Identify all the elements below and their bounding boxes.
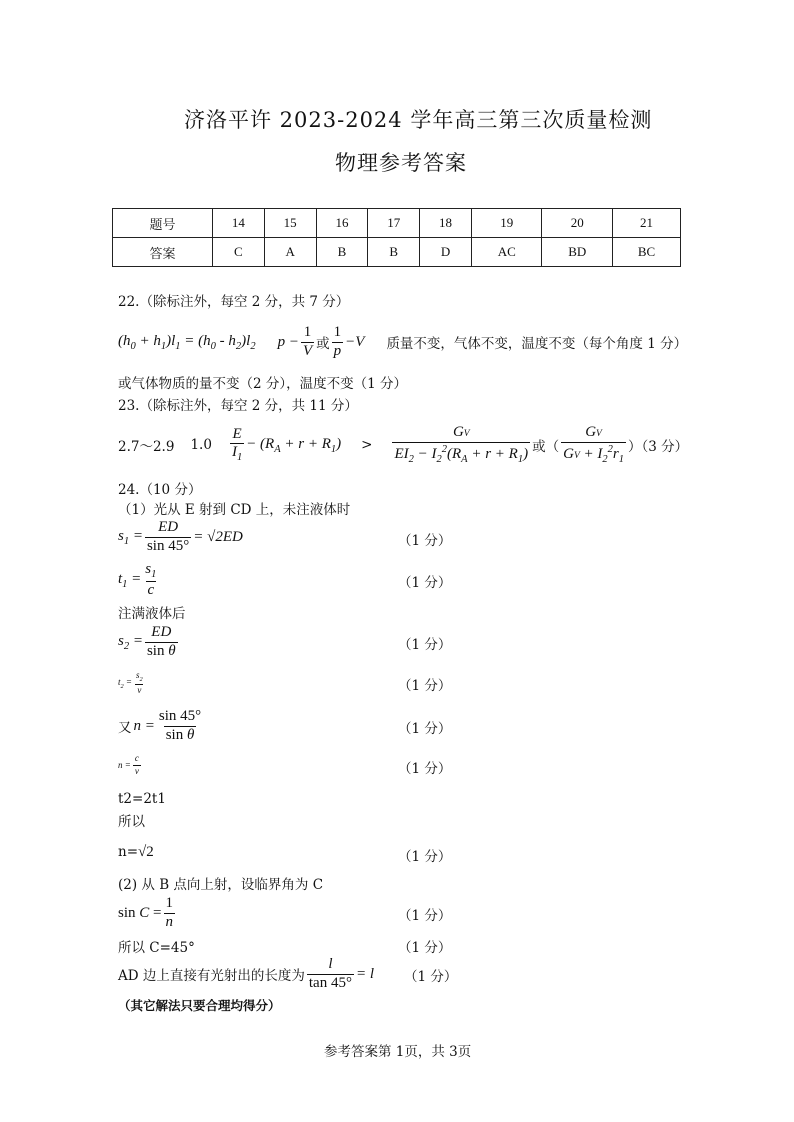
table-cell: BC <box>613 238 681 267</box>
eq-s2: $s_2$ = $\frac{ED}{\text{sin θ}}$ <box>118 623 176 659</box>
table-cell: B <box>368 238 420 267</box>
score-label: （1 分） <box>398 908 452 924</box>
eq-n-value: n= √2 <box>118 843 154 860</box>
q22-or: 或 <box>316 336 330 352</box>
table-cell: 15 <box>264 209 316 238</box>
table-cell: A <box>264 238 316 267</box>
score-label: （1 分） <box>398 721 452 737</box>
eq-t1: $t_1$ = $\frac{s_1}{c}$ <box>118 560 157 598</box>
table-cell: BD <box>542 238 613 267</box>
page-footer: 参考答案第 1页，共 3页 <box>324 1044 472 1060</box>
q23-formula-row <box>118 422 688 468</box>
q23-score: ）（3 分） <box>627 439 689 455</box>
eq-s1: $s_1$ = $\frac{ED}{\sin 45^\circ}$ = √2ED <box>118 518 243 554</box>
score-label: （1 分） <box>398 678 452 694</box>
q22-line2: 或气体物质的量不变（2 分），温度不变（1 分） <box>118 376 408 392</box>
table-cell: 题号 <box>113 209 213 238</box>
table-cell: 18 <box>420 209 472 238</box>
table-cell: C <box>212 238 264 267</box>
q24-heading: 24.（10 分） <box>118 482 202 498</box>
eq-t2-2t1: t2=2t1 <box>118 791 166 807</box>
page-subtitle: 物理参考答案 <box>335 151 467 175</box>
eq-t2: $t_2$ = $\frac{s_2}{v}$ <box>118 669 143 695</box>
part2-label: (2) 从 B 点向上射，设临界角为 C <box>118 877 324 893</box>
table-row <box>113 238 681 267</box>
eq-ad-length: AD 边上直接有光射出的长度为 $\frac{l}{\tan 45^\circ}$ = l <box>118 955 374 991</box>
table-cell: AC <box>471 238 542 267</box>
score-label: （1 分） <box>398 761 452 777</box>
table-cell: B <box>316 238 368 267</box>
q23-expression: − $(R_A + r + R_1)$ <box>246 435 342 455</box>
q22-formula-row <box>118 322 687 362</box>
table-cell: D <box>420 238 472 267</box>
q22-minus-v: −V <box>345 333 365 350</box>
score-label: （1 分） <box>398 575 452 591</box>
q23-value: 1.0 <box>190 437 212 453</box>
q23-gt: > <box>361 437 373 453</box>
q23-or: 或（ <box>532 439 560 455</box>
suoyi-label: 所以 <box>118 814 145 830</box>
eq-c-45: 所以 C=45° <box>118 940 195 956</box>
score-label: （1 分） <box>398 849 452 865</box>
table-cell: 19 <box>471 209 542 238</box>
other-solutions-note: （其它解法只要合理均得分） <box>118 998 281 1013</box>
eq-n-cv: n = $\frac{c}{v}$ <box>118 753 139 776</box>
q23-fraction: $\frac{GV}{GV + I_2^2r_1}$ <box>563 424 624 465</box>
q22-heading: 22.（除标注外，每空 2 分，共 7 分） <box>118 294 350 310</box>
score-label: （1 分） <box>398 533 452 549</box>
q22-fraction: $\frac{1}{V}$ <box>302 323 313 359</box>
table-row <box>113 209 681 238</box>
q23-fraction: $\frac{E}{I_1}$ <box>231 425 243 464</box>
answer-table <box>112 208 681 267</box>
score-label: （1 分） <box>404 969 458 985</box>
score-label: （1 分） <box>398 940 452 956</box>
q23-range: 2.7～2.9 <box>118 439 175 455</box>
q23-fraction: $\frac{GV}{EI_2 - I_2^2(R_A + r + R_1)}$ <box>394 424 529 465</box>
q22-note: 质量不变，气体不变，温度不变（每个角度 1 分） <box>386 336 688 352</box>
score-label: （1 分） <box>398 637 452 653</box>
after-fill-label: 注满液体后 <box>118 606 186 622</box>
q23-heading: 23.（除标注外，每空 2 分，共 11 分） <box>118 398 358 414</box>
q24-part1: （1）光从 E 射到 CD 上，未注液体时 <box>118 502 351 518</box>
table-cell: 21 <box>613 209 681 238</box>
page-title: 济洛平许 2023-2024 学年高三第三次质量检测 <box>184 108 653 132</box>
q22-fraction: $\frac{1}{p}$ <box>333 323 342 359</box>
table-cell: 20 <box>542 209 613 238</box>
eq-sinc: sin C = $\frac{1}{n}$ <box>118 894 173 930</box>
q22-equation: $(h_0 + h_1)l_1 = (h_0 - h_2)l_2$ <box>118 332 256 352</box>
table-cell: 14 <box>212 209 264 238</box>
table-cell: 17 <box>368 209 420 238</box>
eq-n-sin: 又 n = $\frac{\sin 45^\circ}{\text{sin θ}}$ <box>118 707 202 743</box>
q22-graph-axes: p − <box>277 333 299 350</box>
table-cell: 答案 <box>113 238 213 267</box>
table-cell: 16 <box>316 209 368 238</box>
